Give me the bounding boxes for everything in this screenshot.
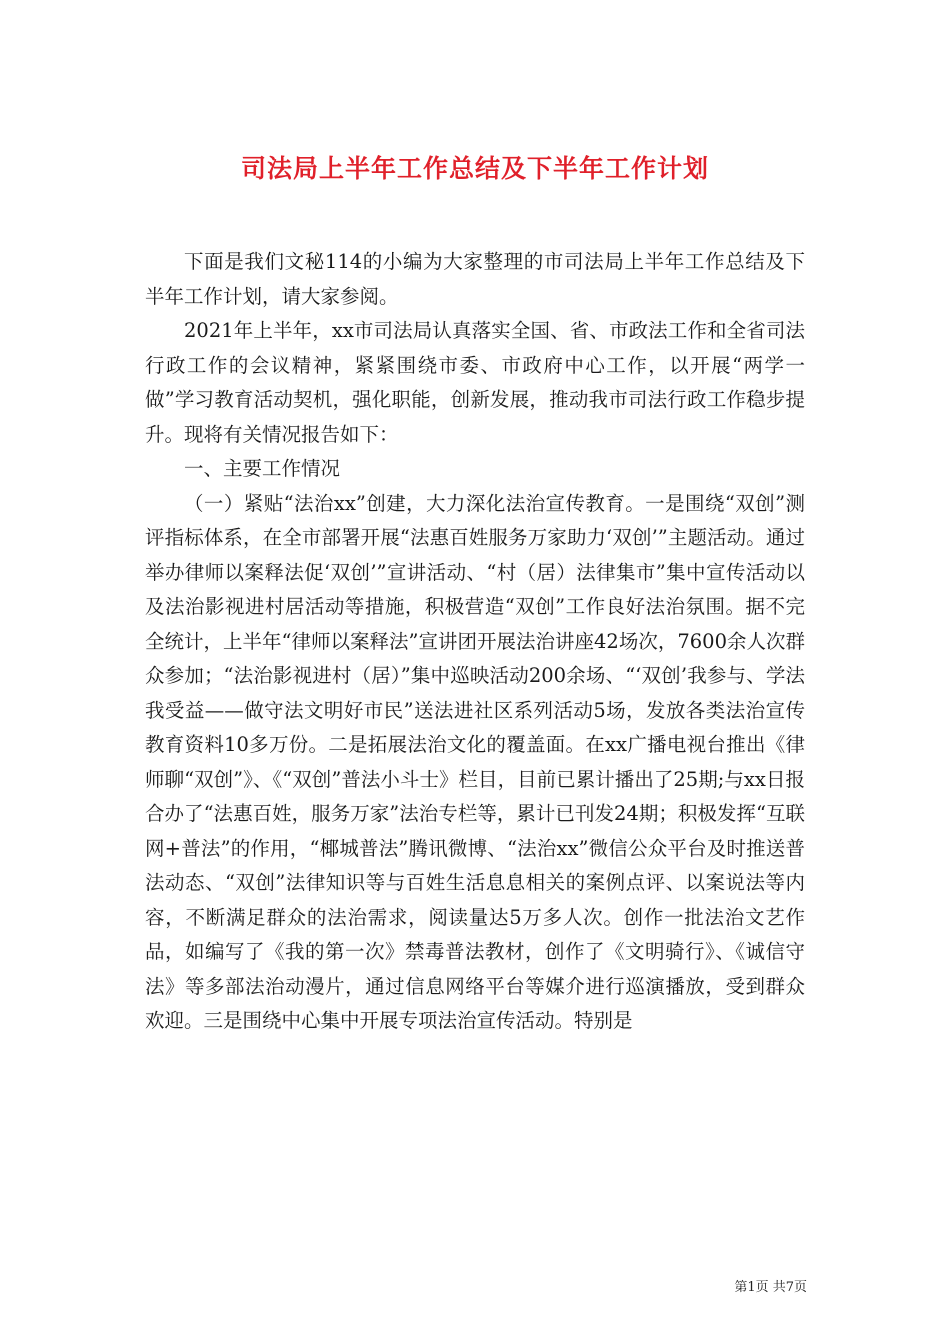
paragraph-overview: 2021年上半年，xx市司法局认真落实全国、省、市政法工作和全省司法行政工作的会议精神，紧紧围绕市委、市政府中心工作，以开展“两学一做”学习教育活动契机，强化职能，创新发展，推动我市司法行政工作稳步提升。现将有关情况报告如下： [145, 319, 805, 446]
section-heading: 一、主要工作情况 [184, 457, 341, 480]
page-number: 第1页 共7页 [734, 1280, 807, 1295]
document-title: 司法局上半年工作总结及下半年工作计划 [240, 153, 709, 183]
paragraph-intro: 下面是我们文秘114的小编为大家整理的市司法局上半年工作总结及下半年工作计划，请大家参阅。 [145, 250, 805, 308]
paragraph-section-1: （一）紧贴“法治xx”创建，大力深化法治宣传教育。一是围绕“双创”测评指标体系，在全市部署开展“法惠百姓服务万家助力‘双创’”主题活动。通过举办律师以案释法促‘双创’”宣讲活动、“村（居）法律集市”集中宣传活动以及法治影视进村居活动等措施，积极营造“双创”工作良好法治氛围。据不完全统计，上半年“律师以案释法”宣讲团开展法治讲座42场次，7600余人次群众参加；“法治影视进村（居）”集中巡映活动200余场、“‘双创’我参与、学法我受益——做守法文明好市民”送法进社区系列活动5场，发放各类法治宣传教育资料10多万份。二是拓展法治文化的覆盖面。在xx广播电视台推出《律师聊“双创”》、《“双创”普法小斗士》栏目，目前已累计播出了25期;与xx日报合办了“法惠百姓，服务万家”法治专栏等，累计已刊发24期；积极发挥“互联网+普法”的作用，“椰城普法”腾讯微博、“法治xx”微信公众平台及时推送普法动态、“双创”法律知识等与百姓生活息息相关的案例点评、以案说法等内容，不断满足群众的法治需求，阅读量达5万多人次。创作一批法治文艺作品，如编写了《我的第一次》禁毒普法教材，创作了《文明骑行》、《诚信守法》等多部法治动漫片，通过信息网络平台等媒介进行巡演播放，受到群众欢迎。三是围绕中心集中开展专项法治宣传活动。特别是 [145, 491, 805, 1032]
document-body [145, 245, 805, 1039]
